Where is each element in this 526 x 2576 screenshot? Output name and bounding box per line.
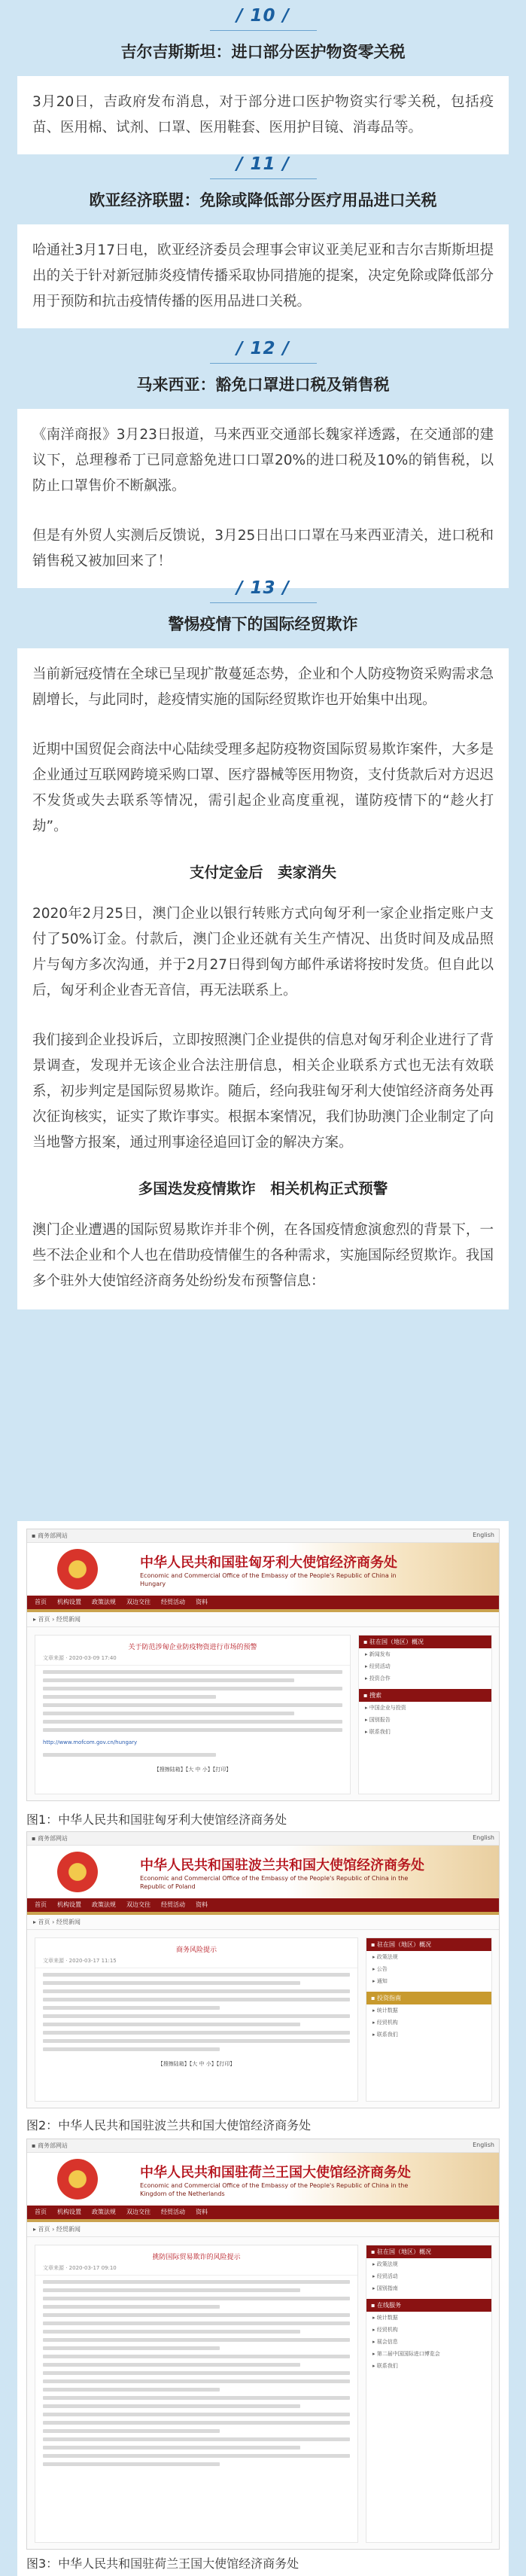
paragraph: 但是有外贸人实测后反馈说，3月25日出口口罩在马来西亚清关，进口税和销售税又被加回来了！ xyxy=(32,528,494,569)
screenshot-image xyxy=(26,2139,500,2550)
article-panel: 关于防范涉匈企业防疫物资进行市场的预警 文章来源 · 2020-03-09 17:40 http://www.mofcom.gov.cn/hungary 【搜擦陆箱】【大 中 小】【打印】 xyxy=(35,1635,351,1794)
figure-3 xyxy=(17,2139,509,2576)
subheading: 支付定金后 卖家消失 xyxy=(189,864,336,881)
paragraph: 2020年2月25日，澳门企业以银行转账方式向匈牙利一家企业指定账户支付了50%订金。付款后，澳门企业还就有关生产情况、出货时间及成品照片与匈方多次沟通，并于2月27日得到匈方邮件承诺将按时发货。但自此以后，匈牙利企业杳无音信，再无法联系上。 xyxy=(32,906,494,998)
section-number: / 10 / xyxy=(0,0,526,31)
figure-caption: 图1：中华人民共和国驻匈牙利大使馆经济商务处 xyxy=(26,1812,287,1827)
sidebar-panel: ▪ 驻在国（地区）概况 ▸ 政策法规 ▸ 经贸活动 ▸ 国别指南 ▪ 在线服务 ▸ 统计数据 ▸ 经贸机构 ▸ 展会信息 ▸ 第二届中国国际进口博览会 ▸ 联系我们 xyxy=(366,2245,492,2543)
breadcrumb[interactable]: ▸ 首页 › 经贸新闻 xyxy=(27,2222,499,2237)
site-nav[interactable]: 首页 机构设置 政策法规 双边交往 经贸活动 资料 xyxy=(27,1898,499,1912)
site-top-strip: ▪ 商务部网站 English xyxy=(27,1832,499,1846)
section-card xyxy=(17,224,509,328)
figure-1 xyxy=(17,1521,509,1831)
section-title: 欧亚经济联盟：免除或降低部分医疗用品进口关税 xyxy=(89,191,437,209)
national-emblem-icon xyxy=(57,1549,98,1590)
section-13 xyxy=(0,578,526,1309)
print-bar[interactable]: 【搜擦陆箱】【大 中 小】【打印】 xyxy=(154,1767,232,1773)
breadcrumb[interactable]: ▸ 首页 › 经贸新闻 xyxy=(27,1612,499,1627)
article-title: 关于防范涉匈企业防疫物资进行市场的预警 xyxy=(128,1644,257,1651)
sidebar-panel: ▪ 驻在国（地区）概况 ▸ 政策法规 ▸ 公告 ▸ 通知 ▪ 投资指南 ▸ 统计数据 ▸ 经贸机构 ▸ 联系我们 xyxy=(366,1937,492,2102)
site-top-strip: ▪ 商务部网站 English xyxy=(27,1529,499,1543)
site-title-cn: 中华人民共和国驻匈牙利大使馆经济商务处 xyxy=(140,1555,397,1571)
subheading: 多国迭发疫情欺诈 相关机构正式预警 xyxy=(138,1180,388,1197)
paragraph: 澳门企业遭遇的国际贸易欺诈并非个例，在各国疫情愈演愈烈的背景下，一些不法企业和个人也在借助疫情催生的各种需求，实施国际经贸欺诈。我国多个驻外大使馆经济商务处纷纷发布预警信息： xyxy=(32,1222,494,1289)
section-title: 吉尔吉斯斯坦：进口部分医护物资零关税 xyxy=(120,43,406,61)
screenshot-image xyxy=(26,1831,500,2108)
site-banner xyxy=(27,1543,499,1596)
national-emblem-icon xyxy=(57,1852,98,1892)
national-emblem-icon xyxy=(57,2159,98,2200)
breadcrumb[interactable]: ▸ 首页 › 经贸新闻 xyxy=(27,1915,499,1930)
section-number: / 11 / xyxy=(0,154,526,179)
paragraph: 近期中国贸促会商法中心陆续受理多起防疫物资国际贸易欺诈案件，大多是企业通过互联网跨境采购口罩、医疗器械等医用物资，支付货款后对方迟迟不发货或失去联系等情况，需引起企业高度重视，谨防疫情下的“趁火打劫”。 xyxy=(32,742,494,834)
article-panel: 商务风险提示 文章来源 · 2020-03-17 11:15 【搜擦陆箱】【大 中 小】【打印】 xyxy=(35,1937,358,2102)
section-12 xyxy=(0,339,526,588)
site-banner xyxy=(27,2153,499,2206)
site-title-en: Economic and Commercial Office of the Embassy of the People's Republic of China in Hungary xyxy=(140,1572,397,1587)
site-top-strip: ▪ 商务部网站 English xyxy=(27,2139,499,2153)
site-banner xyxy=(27,1846,499,1898)
sidebar-panel: ▪ 驻在国（地区）概况 ▸ 新闻发布 ▸ 经贸活动 ▸ 投资合作 ▪ 搜索 ▸ 中国企业与投资 ▸ 国别报告 ▸ 联系我们 xyxy=(358,1635,492,1794)
section-number: / 13 / xyxy=(0,578,526,603)
section-card xyxy=(17,76,509,154)
site-title-en: Economic and Commercial Office of the Embassy of the People's Republic of China in the Kingdom of the Netherlands xyxy=(140,2182,409,2197)
figure-2 xyxy=(17,1831,509,2139)
section-10 xyxy=(0,0,526,154)
paragraph: 《南洋商报》3月23日报道，马来西亚交通部长魏家祥透露，在交通部的建议下，总理穆希丁已同意豁免进口口罩20%的进口税及10%的销售税，以防止口罩售价不断飙涨。 xyxy=(32,427,494,494)
figure-caption: 图3：中华人民共和国驻荷兰王国大使馆经济商务处 xyxy=(26,2556,299,2571)
screenshot-image xyxy=(26,1529,500,1801)
paragraph: 我们接到企业投诉后，立即按照澳门企业提供的信息对匈牙利企业进行了背景调查，发现并无该企业合法注册信息，相关企业联系方式也无法有效联系，初步判定是国际贸易欺诈。随后，经向我驻匈牙利大使馆经济商务处再次征询核实，证实了欺诈事实。根据本案情况，我们协助澳门企业制定了向当地警方报案，通过刑事途径追回订金的解决方案。 xyxy=(32,1032,494,1151)
figure-caption: 图2：中华人民共和国驻波兰共和国大使馆经济商务处 xyxy=(26,2118,312,2132)
section-title: 警惕疫情下的国际经贸欺诈 xyxy=(168,615,358,633)
paragraph: 哈通社3月17日电，欧亚经济委员会理事会审议亚美尼亚和吉尔吉斯斯坦提出的关于针对新冠肺炎疫情传播采取协同措施的提案，决定免除或降低部分用于预防和抗击疫情传播的医用品进口关税。 xyxy=(32,242,494,309)
article-title: 商务风险提示 xyxy=(175,1946,217,1954)
paragraph: 3月20日，吉政府发布消息，对于部分进口医护物资实行零关税，包括疫苗、医用棉、试剂、口罩、医用鞋套、医用护目镜、消毒品等。 xyxy=(32,94,494,136)
section-number: / 12 / xyxy=(0,339,526,364)
article-panel: 挑防国际贸易欺诈的风险提示 文章来源 · 2020-03-17 09:10 xyxy=(35,2245,358,2543)
site-nav[interactable]: 首页 机构设置 政策法规 双边交往 经贸活动 资料 xyxy=(27,1596,499,1609)
paragraph: 当前新冠疫情在全球已呈现扩散蔓延态势，企业和个人防疫物资采购需求急剧增长，与此同时，趁疫情实施的国际经贸欺诈也开始集中出现。 xyxy=(32,666,494,708)
section-11 xyxy=(0,154,526,328)
article-link[interactable]: http://www.mofcom.gov.cn/hungary xyxy=(43,1739,138,1745)
section-title: 马来西亚：豁免口罩进口税及销售税 xyxy=(136,376,390,394)
site-title-cn: 中华人民共和国驻荷兰王国大使馆经济商务处 xyxy=(140,2165,411,2181)
site-title-en: Economic and Commercial Office of the Embassy of the People's Republic of China in the Republic of Poland xyxy=(140,1875,409,1890)
section-card xyxy=(17,648,509,1309)
site-title-cn: 中华人民共和国驻波兰共和国大使馆经济商务处 xyxy=(140,1858,424,1873)
section-card xyxy=(17,409,509,588)
site-nav[interactable]: 首页 机构设置 政策法规 双边交往 经贸活动 资料 xyxy=(27,2206,499,2219)
print-bar[interactable]: 【搜擦陆箱】【大 中 小】【打印】 xyxy=(157,2061,236,2067)
article-title: 挑防国际贸易欺诈的风险提示 xyxy=(152,2254,241,2261)
